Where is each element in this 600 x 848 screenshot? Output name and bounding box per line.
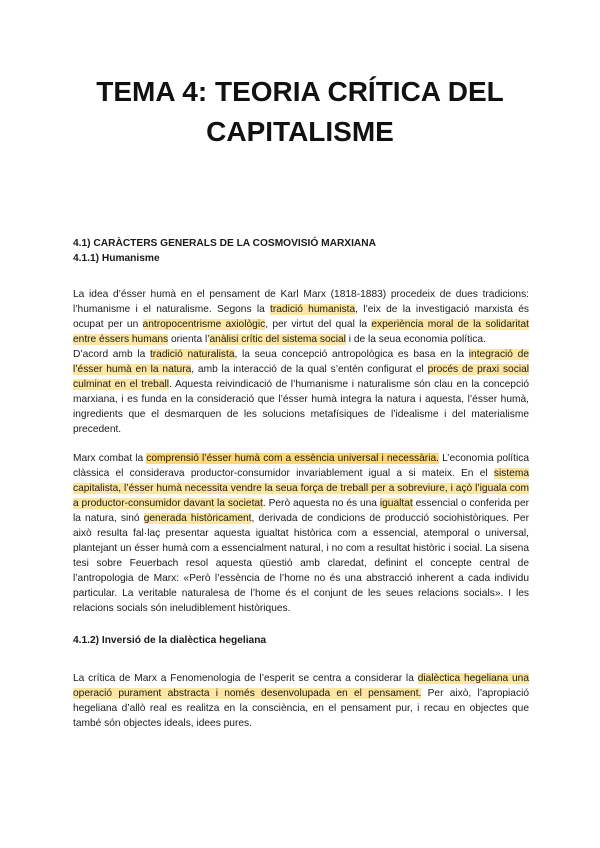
text-run: D’acord amb la [73, 349, 150, 360]
text-run: La crítica de Marx a Fenomenologia de l’esperit se centra a considerar la [73, 673, 418, 684]
highlight: antropocentrisme axiològic [142, 319, 266, 330]
text-run: . Aquesta reivindicació de l’humanisme i naturalisme són clau en la concepció marxiana, i es funda en la consideració que l’ésser humà integra la natura i aquesta, l’ésser humà, ingredients que el desmarquen de les solucions metafísiques de l’idealisme i del materialisme precedent. [73, 379, 529, 435]
highlight: tradició naturalista [149, 349, 235, 360]
highlight: anàlisi crític del sistema social [209, 334, 346, 345]
page-title: TEMA 4: TEORIA CRÍTICA DEL CAPITALISME [96, 76, 504, 147]
text-run: Per això, l’apropiació hegeliana d’allò real es realitza en la consciència, en el pensament pur, i recau en objectes que també són objectes ideals, idees pures. [73, 688, 529, 729]
highlight: dialèctica hegeliana una operació purament abstracta i només desenvolupada en el pensament. [73, 673, 529, 699]
text-run: . Però aquesta no és una [262, 498, 380, 509]
text-run: orienta l’ [168, 334, 210, 345]
highlight: experiència moral de la solidaritat entre éssers humans [73, 319, 529, 345]
highlight: igualtat [379, 498, 413, 509]
text-run: , per virtut del qual la [265, 319, 372, 330]
highlight: procés de praxi social culminat en el treball [73, 364, 530, 390]
highlight: comprensió l’ésser humà com a essència universal i necessària. [146, 453, 439, 464]
text-run: , la seua concepció antropològica es basa en la [234, 349, 469, 360]
text-run: L’economia política clàssica el considerava productor-consumidor invariablement igual a si mateix. En el [73, 453, 529, 479]
text-run: , amb la interacció de la qual s’entén configurat el [191, 364, 428, 375]
highlight: tradició humanista [270, 304, 356, 315]
paragraph-1 [73, 287, 529, 347]
text-run: Marx combat la [73, 453, 147, 464]
highlight: generada històricament [143, 513, 252, 524]
text-run: , derivada de condicions de producció sociohistòriques. Per això resulta fal·laç presentar aquesta igualtat històrica com a essencial, atemporal o universal, plantejant un ésser humà com a essencialment natural, i no com a resultat històric i social. La sisena tesi sobre Feuerbach resol aquesta qüestió amb claredat, definint el concepte central de l’antropologia de Marx: «Però l’essència de l’home no és una abstracció inherent a cada individu particular. La veritable naturalesa de l’home és el conjunt de les seues relacions socials». I les relacions socials són ineludiblement històriques. [73, 513, 529, 614]
paragraph-4 [73, 671, 529, 731]
subsection-heading-dialectica: 4.1.2) Inversió de la dialèctica hegeliana [73, 635, 267, 646]
subsection-heading-humanisme: 4.1.1) Humanisme [73, 253, 160, 264]
paragraph-3 [73, 451, 529, 616]
text-run: , l’eix de la investigació marxista és ocupat per un [73, 304, 529, 330]
highlight: sistema capitalista, l’ésser humà necessita vendre la seua força de treball per a sobreviure, i açò l’iguala com a productor-consumidor davant la societat [73, 468, 529, 509]
text-run: i de la seua economia política. [345, 334, 486, 345]
text-run: La idea d’ésser humà en el pensament de Karl Marx (1818-1883) procedeix de dues tradicions: l’humanisme i el naturalisme. Segons la [73, 289, 529, 315]
paragraph-2 [73, 347, 529, 437]
document-body [73, 236, 529, 731]
section-heading: 4.1) CARÀCTERS GENERALS DE LA COSMOVISIÓ MARXIANA [73, 238, 377, 249]
highlight: integració de l’ésser humà en la natura [73, 349, 529, 375]
text-run: essencial o conferida per la natura, sinó [73, 498, 529, 524]
